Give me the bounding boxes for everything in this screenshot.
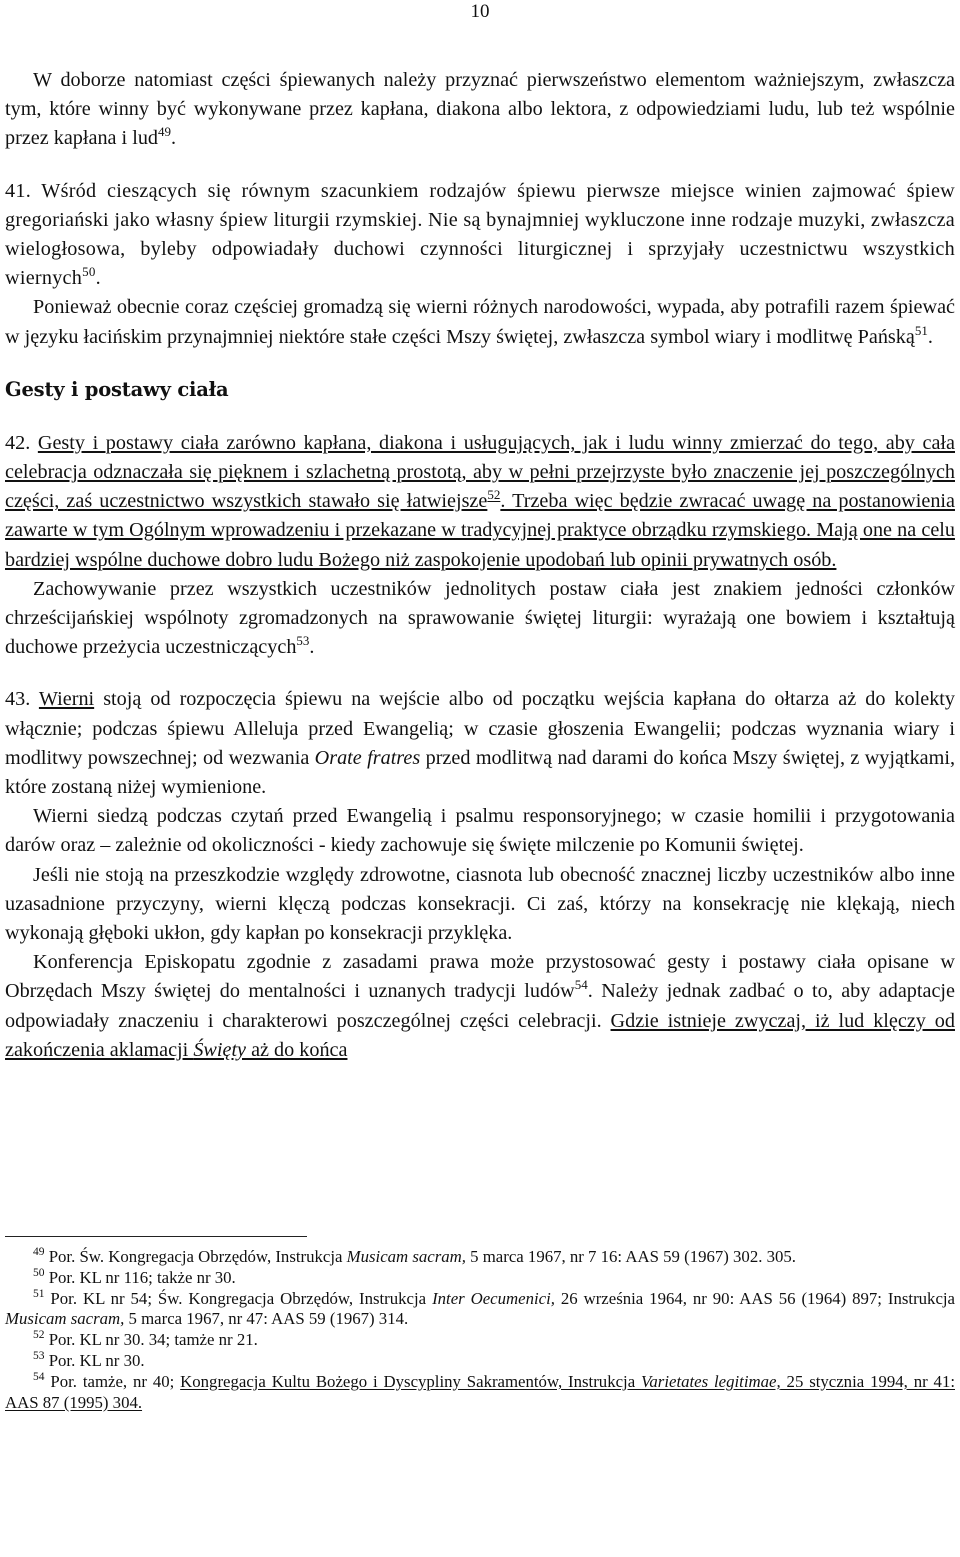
footnote-ref-50[interactable]: 50 bbox=[82, 264, 96, 280]
footnote-divider bbox=[5, 1236, 307, 1237]
footnote-53: $^{53}$ Por. KL nr 30. bbox=[33, 1349, 145, 1370]
footnote-51: $^{51}$ Por. KL nr 54; Św. Kongregacja Obrzędów, Instrukcja Inter Oecumenici, 26 września 1964, nr 90: AAS 56 (1964) 897; Instrukcja Musicam sacram, 5 marca 1967, nr 47: AAS 59 (1967) 314. bbox=[5, 1287, 956, 1329]
footnotes bbox=[5, 1236, 955, 1413]
paragraph-42: 42. Gesty i postawy ciała zarówno kapłana, diakona i usługujących, jak i ludu winny zmierzać do tego, aby cała celebracja odznaczała się pięknem i szlachetną prostotą, aby w pełni przejrzyste było znaczenie jej poszczególnych części, zaś uczestnictwo wszystkich stawało się łatwiejsze$^{52}$. Trzeba więc będzie zwracać uwagę na postanowienia zawarte w tym Ogólnym wprowadzeniu i przekazane w tradycyjnej praktyce obrządku rzymskiego. Mają one na celu bardziej wspólne duchowe dobro ludu Bożego niż zaspokojenie upodobań lub opinii prywatnych osób. bbox=[5, 431, 955, 571]
footnote-ref-54[interactable]: 54 bbox=[574, 977, 588, 993]
section-heading: Gesty i postawy ciała bbox=[5, 377, 229, 401]
footnote-49: $^{49}$ Por. Św. Kongregacja Obrzędów, Instrukcja Musicam sacram, 5 marca 1967, nr 7 16: AAS 59 (1967) 302. 305. bbox=[33, 1246, 796, 1266]
footnote-ref-53[interactable]: 53 bbox=[296, 633, 310, 649]
footnote-ref-52[interactable]: 52 bbox=[487, 487, 501, 503]
paragraph-43-kneeling: Jeśli nie stoją na przeszkodzie względy zdrowotne, ciasnota lub obecność znacznej liczby uczestników albo inne uzasadnione przyczyny, wierni klęczą podczas konsekracji. Ci zaś, którzy na konsekrację nie klękają, niech wykonają głęboki ukłon, gdy kapłan po konsekracji przyklęka. bbox=[5, 863, 955, 945]
paragraph-43: 43. Wierni stoją od rozpoczęcia śpiewu na wejście albo od początku wejścia kapłana do ołtarza aż do kolekty włącznie; podczas śpiewu Alleluja przed Ewangelią; w czasie głoszenia Ewangelii; podczas wyznania wiary i modlitwy powszechnej; od wezwania Orate fratres przed modlitwą nad darami do końca Mszy świętej, z wyjątkami, które zostaną niżej wymienione. bbox=[5, 688, 955, 799]
paragraph-42-cont: Zachowywanie przez wszystkich uczestników jednolitych postaw ciała jest znakiem jedności członków chrześcijańskiej wspólnoty zgromadzonych na sprawowanie świętej liturgii: wyrażają one bowiem i kształtują duchowe przeżycia uczestniczących$^{53}$. bbox=[5, 577, 955, 659]
paragraph-41-cont: Ponieważ obecnie coraz częściej gromadzą się wierni różnych narodowości, wypada, aby potrafili razem śpiewać w języku łacińskim przynajmniej niektóre stałe części Mszy świętej, zwłaszcza symbol wiary i modlitwę Pańską$^{51}$. bbox=[5, 296, 955, 348]
page-number: 10 bbox=[470, 1, 490, 22]
footnote-52: $^{52}$ Por. KL nr 30. 34; tamże nr 21. bbox=[33, 1329, 258, 1350]
footnote-ref-49[interactable]: 49 bbox=[158, 124, 172, 140]
paragraph-1: W doborze natomiast części śpiewanych należy przyznać pierwszeństwo elementom ważniejszym, zwłaszcza tym, które winny być wykonywane przez kapłana, diakona albo lektora, z odpowiedziami ludu, lub też wspólnie przez kapłana i lud$^{49}$. bbox=[5, 69, 955, 150]
footnote-54: $^{54}$ Por. tamże, nr 40; Kongregacja Kultu Bożego i Dyscypliny Sakramentów, Instrukcja Varietates legitimae, 25 stycznia 1994, nr 41: AAS 87 (1995) 304. bbox=[5, 1370, 955, 1412]
paragraph-41: 41. Wśród cieszących się równym szacunkiem rodzajów śpiewu pierwsze miejsce winien zajmować śpiew gregoriański jako własny śpiew liturgii rzymskiej. Nie są bynajmniej wykluczone inne rodzaje muzyki, zwłaszcza wielogłosowa, byleby odpowiadały duchowi czynności liturgicznej i sprzyjały uczestnictwu wszystkich wiernych$^{50}$. bbox=[5, 179, 955, 290]
footnote-50: $^{50}$ Por. KL nr 116; także nr 30. bbox=[33, 1266, 236, 1287]
paragraph-43-sitting: Wierni siedzą podczas czytań przed Ewangelią i psalmu responsoryjnego; w czasie homilii i przygotowania darów oraz – zależnie od okoliczności - kiedy zachowuje się święte milczenie po Komunii świętej. bbox=[5, 805, 955, 857]
paragraph-43-adaptation: Konferencja Episkopatu zgodnie z zasadami prawa może przystosować gesty i postawy ciała opisane w Obrzędach Mszy świętej do mentalności i uznanych tradycji ludów$^{54}$. Należy jednak zadbać o to, aby adaptacje odpowiadały znaczeniu i charakterowi poszczególnej części celebracji. Gdzie istnieje zwyczaj, iż lud klęczy od zakończenia aklamacji Święty aż do końca bbox=[5, 951, 955, 1061]
footnote-ref-51[interactable]: 51 bbox=[914, 322, 928, 338]
body-text bbox=[5, 66, 955, 1065]
